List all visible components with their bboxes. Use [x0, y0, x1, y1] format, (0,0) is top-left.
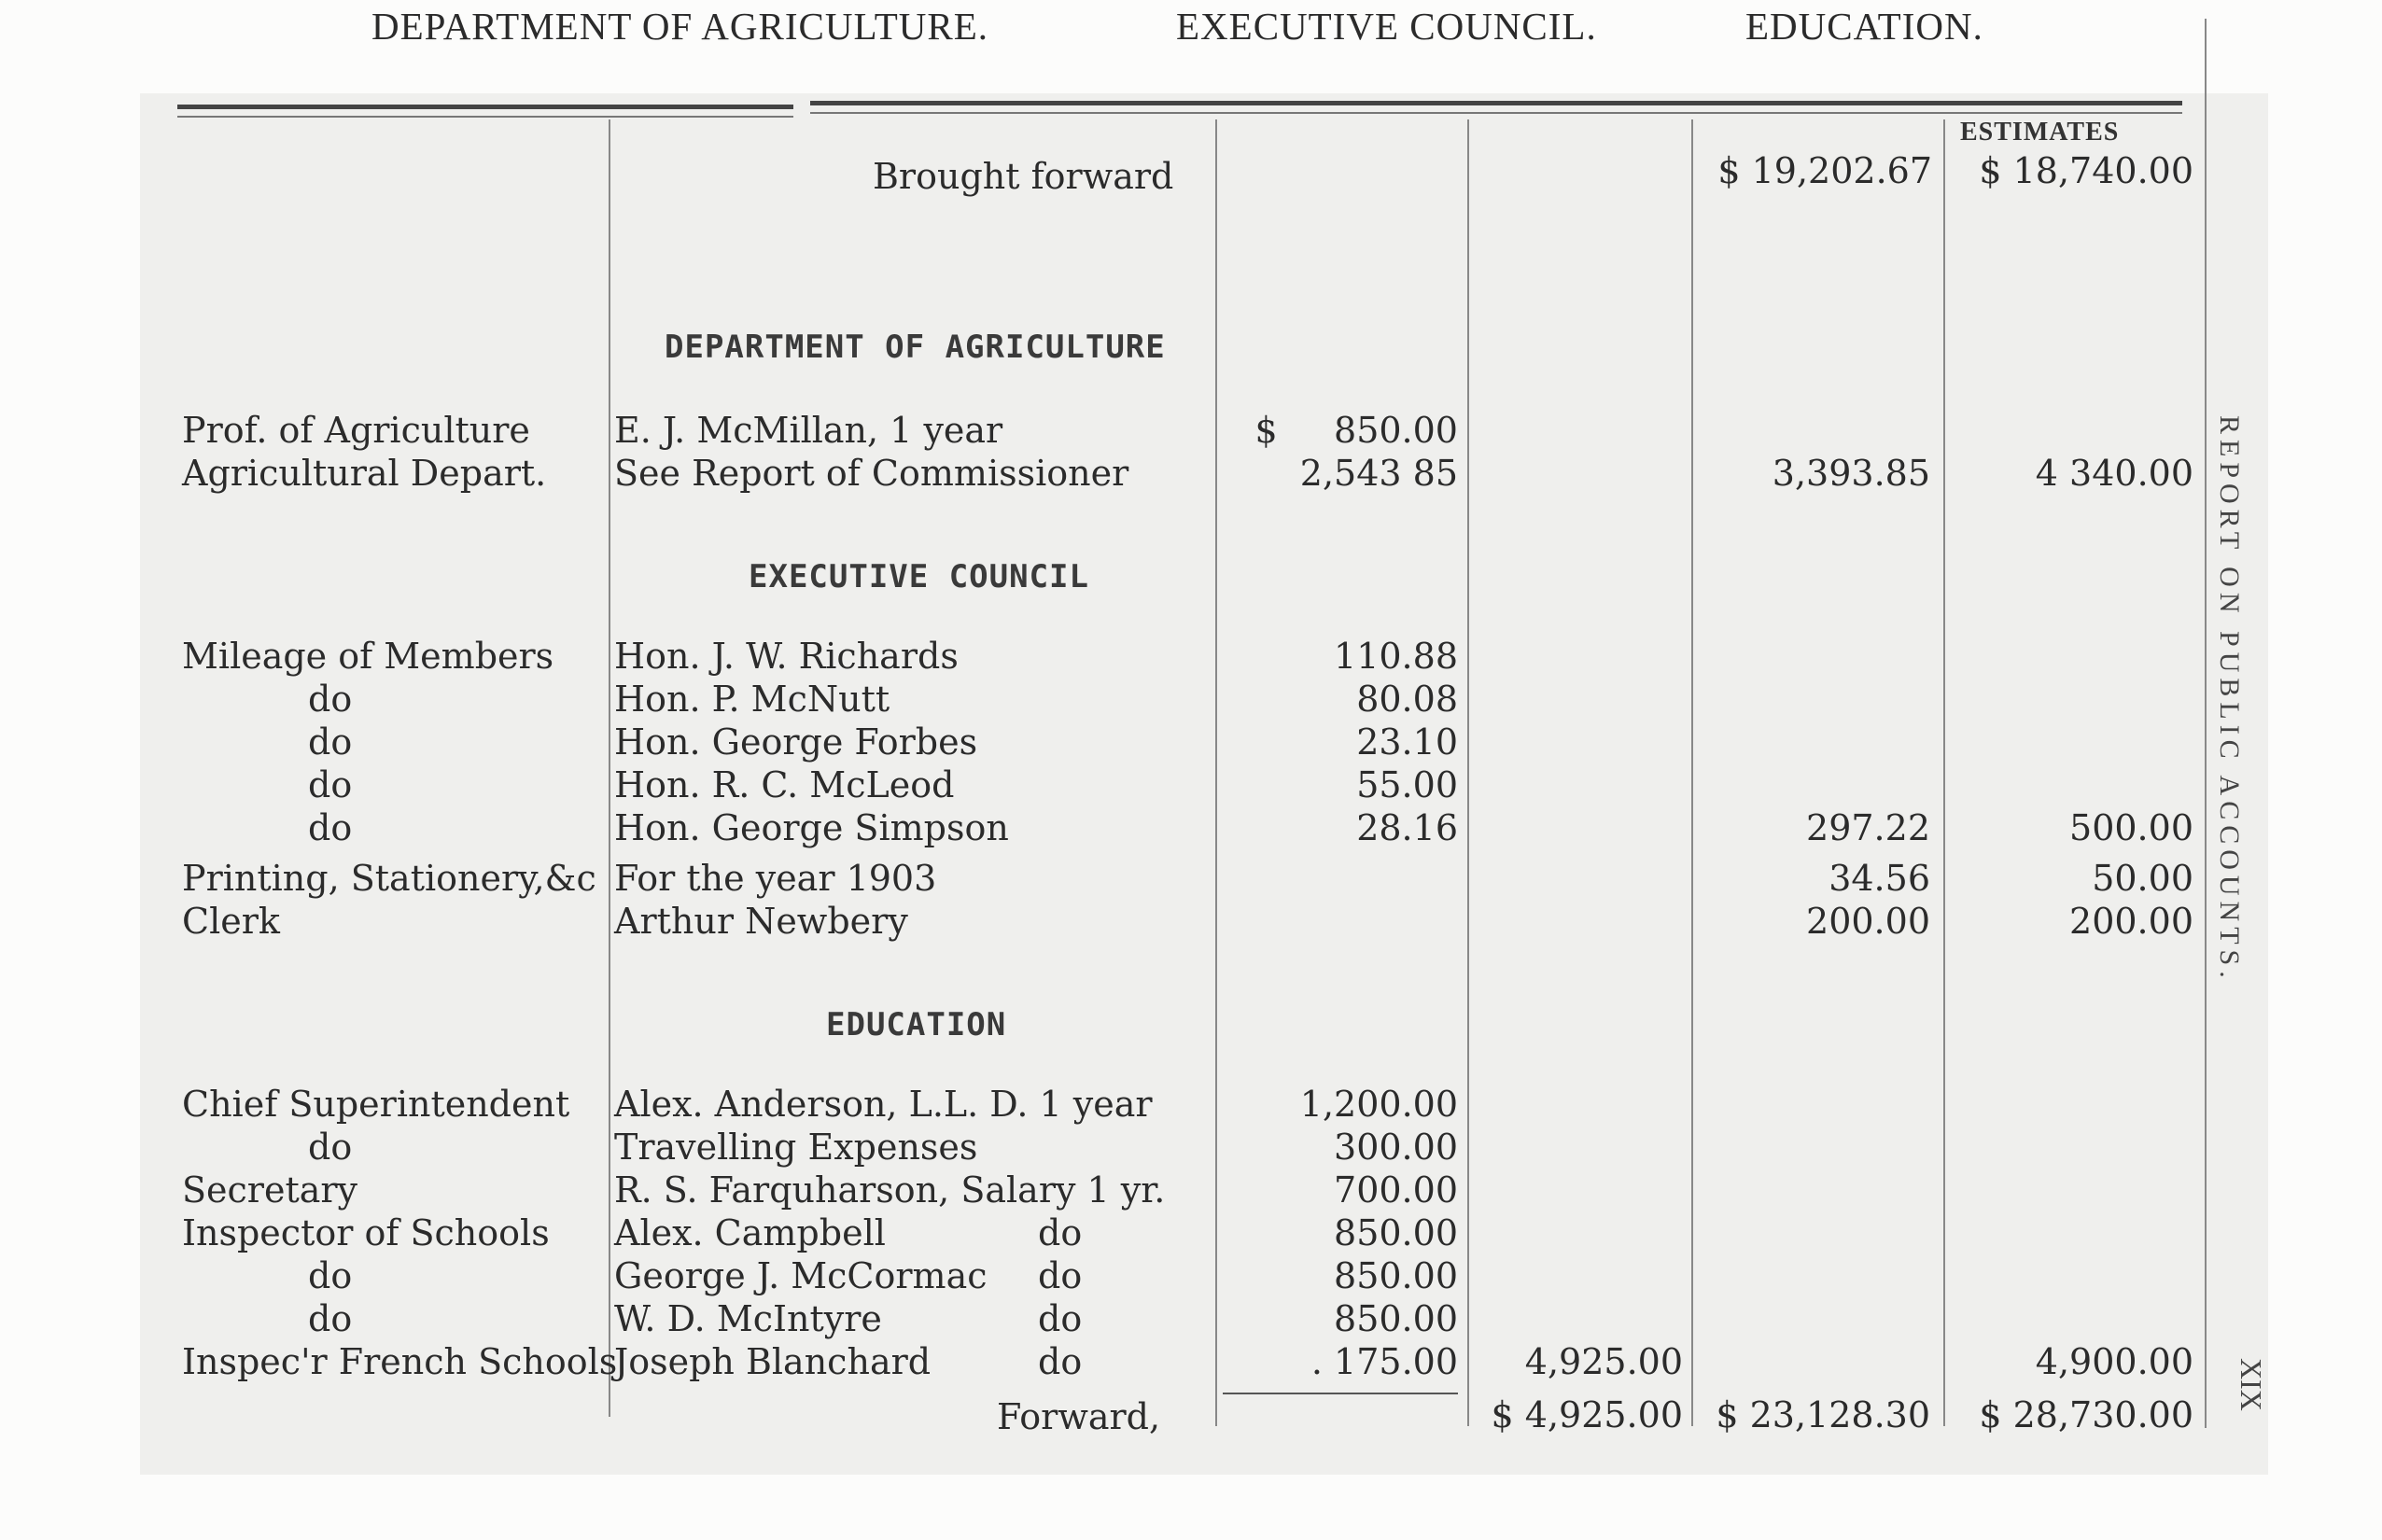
row-description: Chief Superintendent [182, 1084, 570, 1125]
header-education: EDUCATION. [1745, 5, 1983, 48]
row-description: do [308, 1127, 353, 1168]
row-col5: 4 340.00 [2035, 453, 2193, 494]
row-ditto: do [1038, 1255, 1083, 1296]
row-amount: 28.16 [1356, 807, 1458, 848]
column-divider [1215, 119, 1217, 1426]
forward-label: Forward, [997, 1396, 1161, 1437]
row-payee: Hon. P. McNutt [614, 679, 890, 720]
section-title-executive-council: EXECUTIVE COUNCIL [749, 558, 1089, 595]
row-payee: Alex. Campbell [614, 1212, 886, 1253]
row-col4: 3,393.85 [1772, 453, 1930, 494]
row-payee: Arthur Newbery [614, 901, 908, 942]
row-col3: 4,925.00 [1524, 1341, 1683, 1382]
column-divider [2205, 19, 2207, 1428]
row-payee: Hon. R. C. McLeod [614, 764, 955, 805]
brought-forward-label: Brought forward [873, 156, 1174, 197]
forward-col4: $ 23,128.30 [1716, 1394, 1930, 1435]
row-amount: 110.88 [1334, 636, 1458, 677]
row-payee: Joseph Blanchard [614, 1341, 932, 1382]
row-description: do [308, 1255, 353, 1296]
row-description: do [308, 721, 353, 763]
row-col4: 34.56 [1829, 858, 1930, 899]
header-executive-council: EXECUTIVE COUNCIL. [1176, 5, 1597, 48]
row-ditto: do [1038, 1341, 1083, 1382]
top-rule-left-thin [177, 116, 793, 118]
row-amount: 850.00 [1334, 1298, 1458, 1339]
row-payee: E. J. McMillan, 1 year [614, 410, 1003, 451]
row-description: do [308, 764, 353, 805]
row-payee: For the year 1903 [614, 858, 937, 899]
subtotal-rule [1223, 1393, 1458, 1394]
brought-forward-col4: $ 19,202.67 [1717, 150, 1932, 191]
row-description: do [308, 679, 353, 720]
row-amount: 80.08 [1356, 679, 1458, 720]
row-amount: 2,543 85 [1299, 453, 1458, 494]
section-title-agriculture: DEPARTMENT OF AGRICULTURE [665, 329, 1166, 366]
column-divider [1467, 119, 1469, 1426]
row-payee: Hon. J. W. Richards [614, 636, 959, 677]
row-amount: 23.10 [1356, 721, 1458, 763]
row-amount: . 175.00 [1310, 1341, 1458, 1382]
row-amount: 850.00 [1334, 1212, 1458, 1253]
forward-col3: $ 4,925.00 [1491, 1394, 1683, 1435]
brought-forward-col5: $ 18,740.00 [1979, 150, 2193, 191]
row-payee: Travelling Expenses [614, 1127, 978, 1168]
row-payee: George J. McCormac [614, 1255, 988, 1296]
row-description: Prof. of Agriculture [182, 410, 530, 451]
row-amount: 850.00 [1334, 1255, 1458, 1296]
column-divider [1691, 119, 1693, 1426]
row-payee: R. S. Farquharson, Salary 1 yr. [614, 1169, 1166, 1211]
page-number: XIX [2235, 1358, 2268, 1411]
top-rule-left [177, 105, 793, 109]
row-description: Inspec'r French Schools [182, 1341, 618, 1382]
row-col5: 50.00 [2092, 858, 2193, 899]
row-col4: 200.00 [1806, 901, 1930, 942]
row-col4: 297.22 [1806, 807, 1930, 848]
row-payee: See Report of Commissioner [614, 453, 1129, 494]
row-amount: 55.00 [1356, 764, 1458, 805]
column-divider [1943, 119, 1945, 1426]
row-payee: Hon. George Simpson [614, 807, 1009, 848]
estimates-heading: ESTIMATES [1960, 118, 2120, 147]
top-rule-right [810, 101, 2182, 105]
row-description: Mileage of Members [182, 636, 554, 677]
row-payee: Alex. Anderson, L.L. D. 1 year [614, 1084, 1153, 1125]
top-rule-right-thin [810, 112, 2182, 114]
row-payee: Hon. George Forbes [614, 721, 978, 763]
section-title-education: EDUCATION [826, 1006, 1007, 1043]
row-col5: 500.00 [2069, 807, 2193, 848]
row-description: Secretary [182, 1169, 358, 1211]
side-running-title: REPORT ON PUBLIC ACCOUNTS. [2214, 415, 2245, 984]
row-description: do [308, 807, 353, 848]
row-payee: W. D. McIntyre [614, 1298, 882, 1339]
row-description: do [308, 1298, 353, 1339]
header-agriculture: DEPARTMENT OF AGRICULTURE. [371, 5, 989, 48]
row-amount: $ 850.00 [1254, 410, 1458, 451]
row-ditto: do [1038, 1212, 1083, 1253]
row-description: Clerk [182, 901, 280, 942]
row-description: Printing, Stationery,&c [182, 858, 596, 899]
row-ditto: do [1038, 1298, 1083, 1339]
row-description: Inspector of Schools [182, 1212, 550, 1253]
row-amount: 300.00 [1334, 1127, 1458, 1168]
row-description: Agricultural Depart. [182, 453, 547, 494]
row-col5: 4,900.00 [2035, 1341, 2193, 1382]
forward-col5: $ 28,730.00 [1979, 1394, 2193, 1435]
row-amount: 700.00 [1334, 1169, 1458, 1211]
row-col5: 200.00 [2069, 901, 2193, 942]
row-amount: 1,200.00 [1299, 1084, 1458, 1125]
